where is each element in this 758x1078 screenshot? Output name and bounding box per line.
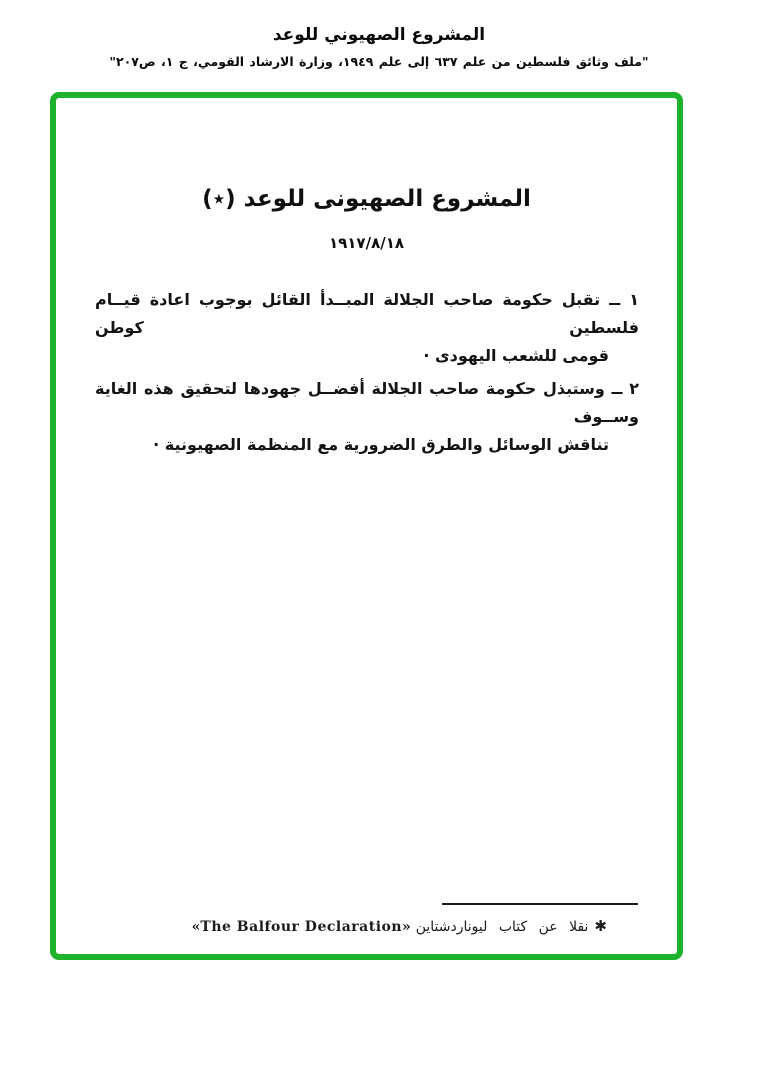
footnote-text-arabic: نقلا عن كتاب ليوناردشتاين xyxy=(415,919,589,935)
document-date: ١٩١٧/٨/١٨ xyxy=(328,234,405,252)
clause-2 xyxy=(95,375,639,459)
clause-2-line-2: تناقش الوسائل والطرق الضرورية مع المنظمة الصهيونية · xyxy=(153,435,609,454)
footnote-separator-line xyxy=(442,903,638,905)
header-source-citation: "ملف وثائق فلسطين من علم ٦٣٧ إلى علم ١٩٤٩، وزارة الارشاد القومي، ج ١، ص٢٠٧" xyxy=(109,54,649,69)
document-frame-border xyxy=(50,92,683,960)
footnote-star-icon: ✱ xyxy=(594,917,607,935)
footnote-text-english: «The Balfour Declaration» xyxy=(191,919,412,935)
clause-1-line-2: قومى للشعب اليهودى · xyxy=(423,346,609,365)
clause-1-line-1: ١ ــ تقبل حكومة صاحب الجلالة المبــدأ القائل بوجوب اعادة قيــام فلسطين كوطن xyxy=(95,290,639,337)
clause-1 xyxy=(95,286,639,370)
header-title: المشروع الصهيوني للوعد xyxy=(272,25,486,45)
footnote xyxy=(190,916,607,937)
clause-2-line-1: ٢ ــ وستبذل حكومة صاحب الجلالة أفضــل جهودها لتحقيق هذه الغاية وســوف xyxy=(95,379,639,426)
document-body xyxy=(95,286,639,459)
page-header xyxy=(0,24,758,71)
document-title: المشروع الصهيونى للوعد (٭) xyxy=(202,186,531,212)
